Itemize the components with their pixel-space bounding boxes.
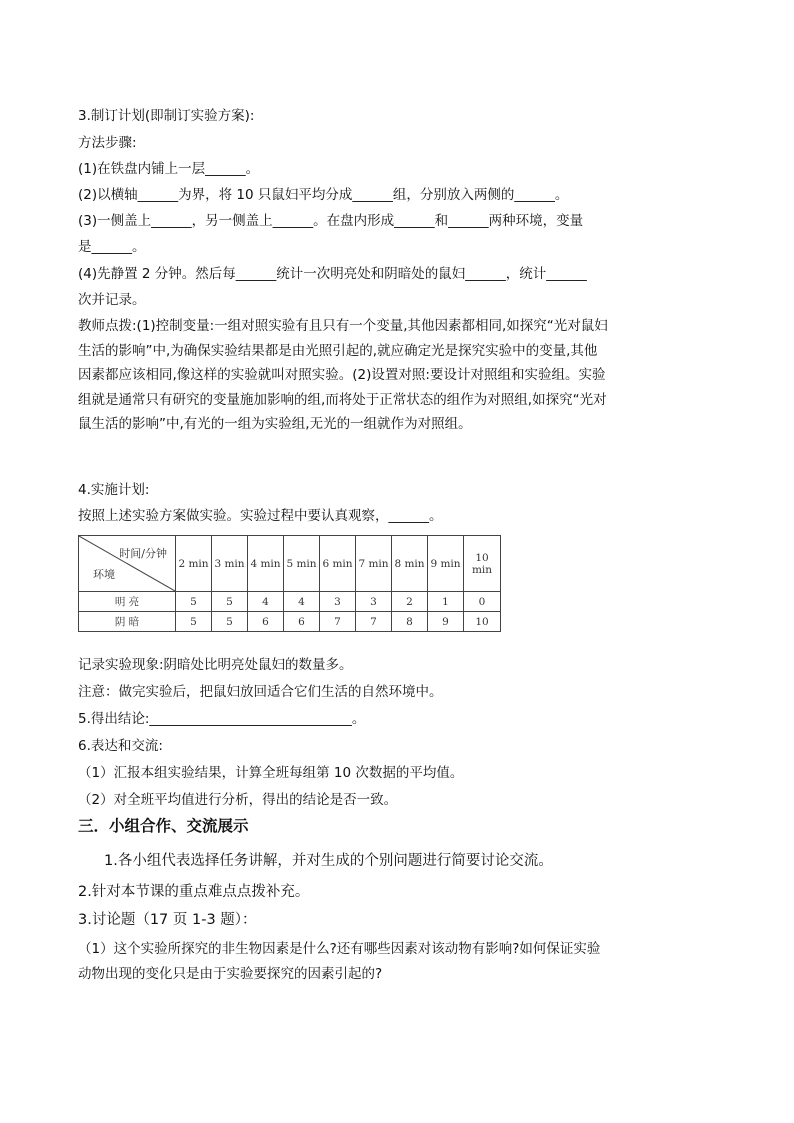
method-steps-label: 方法步骤: — [78, 135, 137, 151]
table-cell: 5 — [212, 612, 248, 632]
table-cell: 6 — [284, 612, 320, 632]
step-1: (1)在铁盘内铺上一层______。 — [78, 161, 260, 177]
section-heading-group-work: 三．小组合作、交流展示 — [78, 817, 249, 835]
section-make-plan: 3.制订计划(即制订实验方案): — [78, 108, 255, 124]
table-corner-cell — [79, 536, 176, 592]
table-cell: 7 — [356, 612, 392, 632]
communicate-item-2: （2）对全班平均值进行分析，得出的结论是否一致。 — [78, 792, 398, 808]
table-header-row — [79, 536, 501, 592]
time-header-cell: 6 min — [320, 536, 356, 592]
table-cell: 5 — [212, 592, 248, 612]
table-cell: 6 — [248, 612, 284, 632]
table-cell: 1 — [428, 592, 464, 612]
time-header-cell: 8 min — [392, 536, 428, 592]
record-observation: 记录实验现象:阴暗处比明亮处鼠妇的数量多。 — [78, 657, 353, 673]
table-cell: 0 — [464, 592, 501, 612]
step-3: (3)一侧盖上______，另一侧盖上______。在盘内形成______和______两种环境，变量 — [78, 213, 584, 229]
time-header-cell: 10 min — [464, 536, 501, 592]
row-label-cell: 阴 暗 — [79, 612, 176, 632]
table-row-dark — [79, 612, 501, 632]
time-header-cell: 3 min — [212, 536, 248, 592]
table-cell: 10 — [464, 612, 501, 632]
discussion-question-1: （1）这个实验所探究的非生物因素是什么?还有哪些因素对该动物有影响?如何保证实验动物出现的变化只是由于实验要探究的因素引起的? — [78, 941, 601, 982]
corner-time-label: 时间/分钟 — [119, 547, 167, 560]
section-implement-plan: 4.实施计划: — [78, 482, 150, 498]
table-cell: 2 — [392, 592, 428, 612]
step-4: (4)先静置 2 分钟。然后每______统计一次明亮处和阴暗处的鼠妇______，统计______ — [78, 266, 587, 282]
section-express-communicate: 6.表达和交流: — [78, 738, 163, 754]
corner-environment-label: 环境 — [93, 568, 115, 581]
attention-note: 注意：做完实验后，把鼠妇放回适合它们生活的自然环境中。 — [78, 684, 443, 700]
step-3-continued: 是______。 — [78, 239, 146, 255]
group-work-item-1: 1.各小组代表选择任务讲解，并对生成的个别问题进行简要讨论交流。 — [104, 853, 553, 869]
row-label-cell: 明 亮 — [79, 592, 176, 612]
communicate-item-1: （1）汇报本组实验结果，计算全班每组第 10 次数据的平均值。 — [78, 765, 464, 781]
discussion-questions-title: 3.讨论题（17 页 1-3 题）： — [78, 912, 257, 928]
table-cell: 3 — [356, 592, 392, 612]
teacher-tips-paragraph: 教师点拨:(1)控制变量:一组对照实验有且只有一个变量,其他因素都相同,如探究“光对鼠妇生活的影响”中,为确保实验结果都是由光照引起的,就应确定光是探究实验中的变量,其他因素都应该相同,像这样的实验就叫对照实验。(2)设置对照:要设计对照组和实验组。实验组就是通常只有研究的变量施加影响的组,而将处于正常状态的组作为对照组,如探究“光对鼠生活的影响”中,有光的一组为实验组,无光的一组就作为对照组。 — [78, 318, 608, 432]
table-cell: 5 — [176, 612, 212, 632]
step-2: (2)以横轴______为界，将 10 只鼠妇平均分成______组，分别放入两侧的______。 — [78, 187, 569, 203]
table-cell: 5 — [176, 592, 212, 612]
time-header-cell: 5 min — [284, 536, 320, 592]
table-cell: 4 — [284, 592, 320, 612]
experiment-data-table — [78, 535, 501, 632]
table-cell: 3 — [320, 592, 356, 612]
table-cell: 7 — [320, 612, 356, 632]
table-cell: 9 — [428, 612, 464, 632]
time-header-cell: 2 min — [176, 536, 212, 592]
time-header-cell: 7 min — [356, 536, 392, 592]
table-row-bright — [79, 592, 501, 612]
group-work-item-2: 2.针对本节课的重点难点点拨补充。 — [78, 884, 310, 900]
implement-instruction: 按照上述实验方案做实验。实验过程中要认真观察，______。 — [78, 508, 443, 524]
table-cell: 4 — [248, 592, 284, 612]
step-4-continued: 次并记录。 — [78, 292, 146, 308]
table-cell: 8 — [392, 612, 428, 632]
section-draw-conclusion: 5.得出结论:______________________________。 — [78, 711, 366, 727]
time-header-cell: 4 min — [248, 536, 284, 592]
time-header-cell: 9 min — [428, 536, 464, 592]
